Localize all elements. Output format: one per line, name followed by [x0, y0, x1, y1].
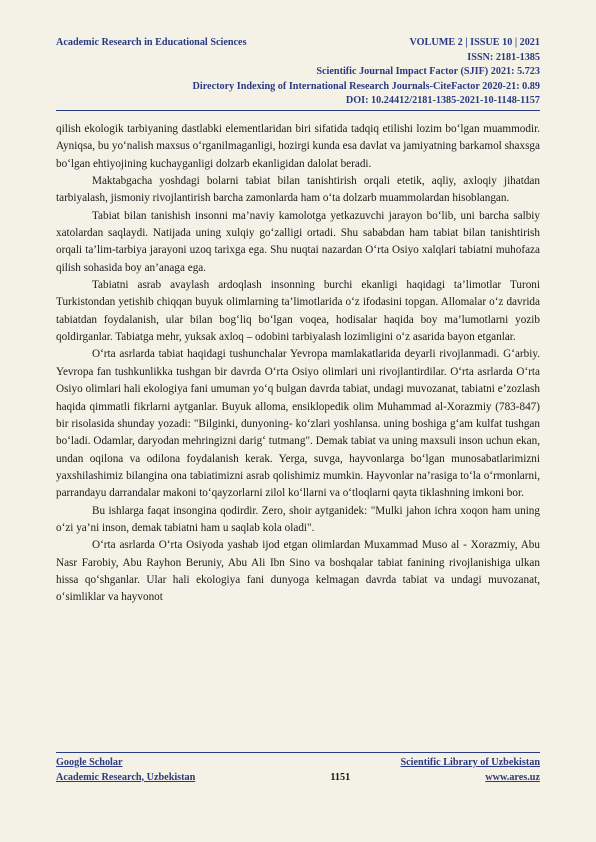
- academic-research-link[interactable]: Academic Research, Uzbekistan: [56, 771, 196, 783]
- page-header: [56, 36, 540, 109]
- page-number: 1151: [330, 771, 351, 783]
- paragraph: O‘rta asrlarda O‘rta Osiyoda yashab ijod etgan olimlardan Muxammad Muso al - Xorazmiy, Abu Nasr Farobiy, Abu Rayhon Beruniy, Abu Ali Ibn Sino va boshqalar tabiat fanining rivojlanishiga ulkan hissa qo‘shganlar. Ular hali ekologiya fani dunyoga kelmagan davrda tabiat va undagi muvozanat, o‘simliklar va hayvonot: [56, 539, 540, 604]
- website-link[interactable]: www.ares.uz: [485, 771, 540, 783]
- indexing-info: Directory Indexing of International Research Journals-CiteFactor 2020-21: 0.89: [192, 80, 540, 92]
- impact-factor: Scientific Journal Impact Factor (SJIF) 2021: 5.723: [316, 66, 540, 77]
- paragraph: Tabiat bilan tanishish insonni ma’naviy kamolotga yetkazuvchi jarayon bo‘lib, uni barcha salbiy xatolardan saqlaydi. Natijada uning xulqiy go‘zalligi ortadi. Shu sababdan ham tabiat bilan tanishtirish orqali ta’lim-tarbiya jarayoni uzoq tarixga ega. Shu nuqtai nazardan O‘rta Osiyo xalqlari tabiatni muhofaza qilish sohasida boy an’anaga ega.: [56, 209, 540, 274]
- article-body: [56, 121, 540, 607]
- paragraph: O‘rta asrlarda tabiat haqidagi tushunchalar Yevropa mamlakatlarida deyarli rivojlanmadi. G‘arbiy. Yevropa fan tushkunlikka tushgan bir davrda O‘rta Osiyo olimlari uni rivojlantirdilar. O‘rta asrlarda O‘rta Osiyo olimlari hali ekologiya fani umuman yo‘q bulgan davrda tabiat, undagi muvozanat, tabiatni e’zozlash haqida qimmatli fikrlarni aytganlar. Buyuk alloma, ensiklopedik olim Muhammad al-Xorazmiy (783-847) bir risolasida shunday yozadi: "Bilginki, dunyoning- ko‘zlari yoshlansa. uning boshiga g‘am kulfat tushgan bo‘ladi. Odamlar, daryodan mehringizni darig‘ tutmang". Demak tabiat va uning maxsuli inson uchun ekan, undan oqilona va odilona foydalanish kerak. Yerga, suvga, hayvonlarga bo‘lgan munosabatlarimizni yaxshilashimiz bilangina ona tabiatimizni asrab qolishimiz mumkin. Hayvonlar na’rasiga to‘la o‘rmonlarni, parrandayu darrandalar makoni to‘qayzorlarni zilol ko‘llarni va o‘tloqlarni qayta tiklashning imkoni bor.: [56, 348, 540, 500]
- volume-issue: VOLUME 2 | ISSUE 10 | 2021: [409, 37, 540, 48]
- paragraph: Tabiatni asrab avaylash ardoqlash insonning burchi ekanligi haqidagi ta’limotlar Turoni Turkistondan yetishib chiqqan buyuk olimlarning ta’limotlarida o‘z ifodasini topgan. Allomalar o‘z davrida tabiatdan foydalanish, ular bilan bog‘liq bo‘lgan voqea, hodisalar haqida boy ma’lumotlarni yozib qoldirganlar. Tabiatga mehr, yuksak axloq – odobini tarbiyalash lozimligini o‘z asarida bayon etganlar.: [56, 279, 540, 344]
- doi: DOI: 10.24412/2181-1385-2021-10-1148-1157: [345, 95, 540, 106]
- paragraph: Maktabgacha yoshdagi bolarni tabiat bilan tanishtirish orqali etetik, aqliy, axloqiy jihatdan tarbiyalash, jismoniy rivojlantirish barcha zamonlarda ham o‘ta dolzarb muammolardan hisoblangan.: [56, 175, 540, 205]
- paragraph: Bu ishlarga faqat insongina qodirdir. Zero, shoir aytganidek: "Mulki jahon ichra xoqon ham uning o‘zi ya’ni inson, demak tabiatni ham u saqlab kola oladi".: [56, 504, 540, 534]
- journal-title: Academic Research in Educational Sciences: [56, 37, 247, 48]
- footer-divider: [56, 752, 540, 753]
- google-scholar-link[interactable]: Google Scholar: [56, 757, 123, 768]
- issn: ISSN: 2181-1385: [467, 51, 540, 63]
- paragraph: qilish ekologik tarbiyaning dastlabki elementlaridan biri sifatida tadqiq etilishi lozim bo‘lgan muammodir. Ayniqsa, bu yo‘nalish maxsus o‘rganilmaganligi, hozirgi kunda esa davlat va jamiyatning barkamol shaxsga bo‘lgan ehtiyojining kuchayganligi dolzarb ekanligidan dalolat beradi.: [56, 123, 540, 170]
- scientific-library-link[interactable]: Scientific Library of Uzbekistan: [400, 757, 540, 768]
- header-divider: [56, 110, 540, 111]
- page-footer: [56, 756, 540, 785]
